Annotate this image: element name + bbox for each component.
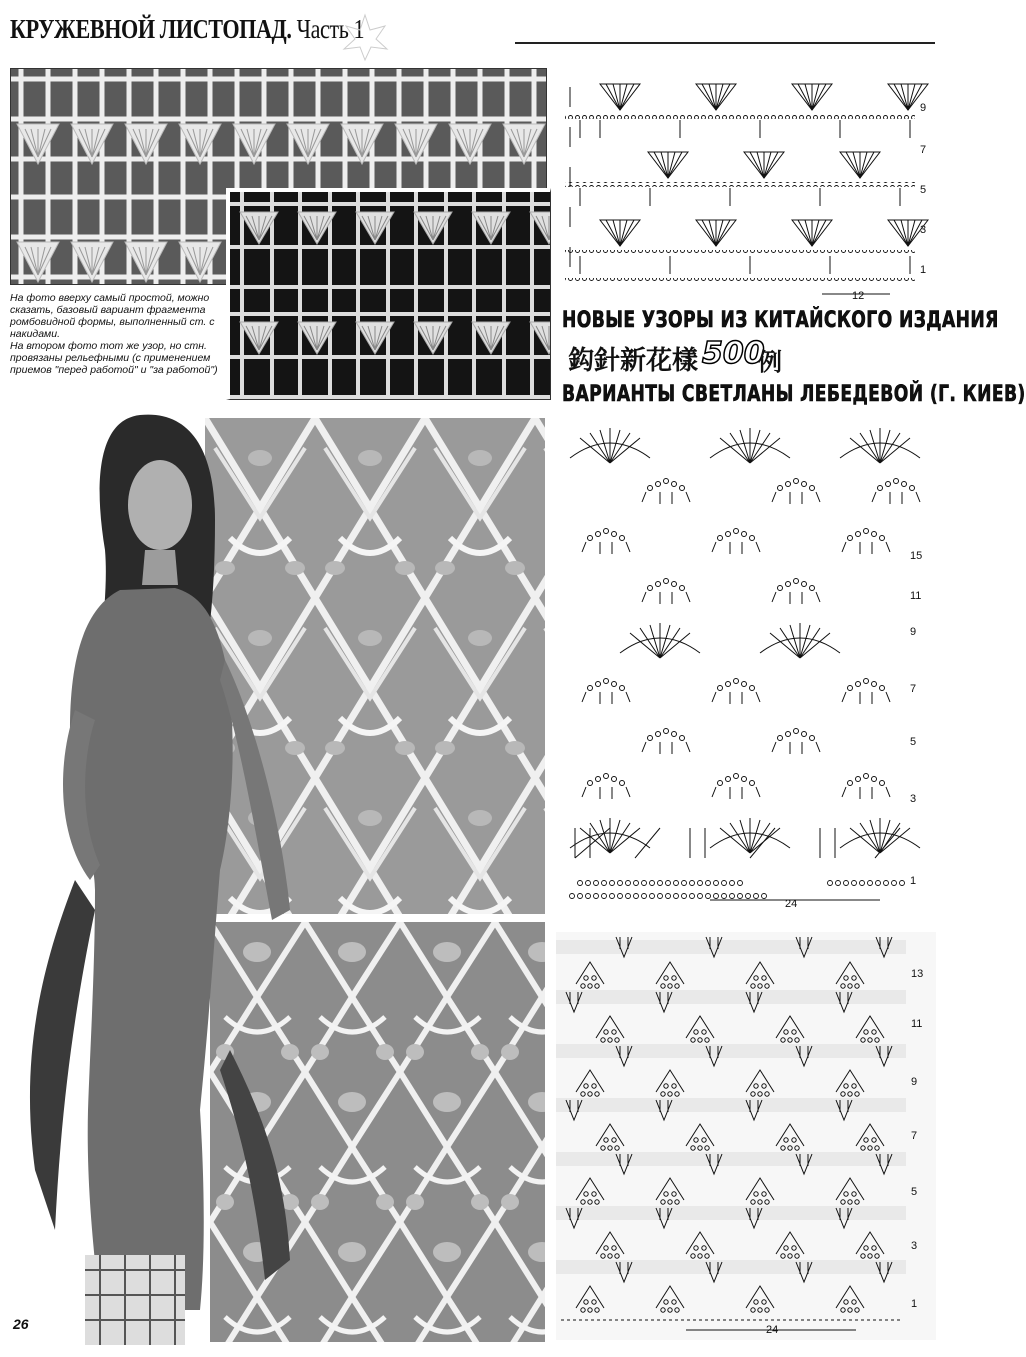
crochet-chart-top xyxy=(560,72,935,304)
title-main: КРУЖЕВНОЙ ЛИСТОПАД. xyxy=(10,14,292,44)
row-number: 5 xyxy=(911,1186,918,1198)
headline-chinese-suffix: 例 xyxy=(758,348,782,376)
headline-block xyxy=(562,308,1026,408)
page-header xyxy=(10,12,935,52)
headline-line-2: ВАРИАНТЫ СВЕТЛАНЫ ЛЕБЕДЕВОЙ (Г. КИЕВ) xyxy=(562,382,1026,407)
row-number: 7 xyxy=(911,1130,918,1142)
headline-chinese-title: 鈎針新花樣 xyxy=(568,346,699,376)
page-number: 26 xyxy=(10,1316,32,1332)
crochet-chart-top-graphic xyxy=(560,72,935,304)
crochet-chart-middle xyxy=(560,418,935,908)
lace-photo-dark xyxy=(226,188,551,400)
row-number: 1 xyxy=(920,264,927,276)
title-part: Часть 1 xyxy=(296,14,365,44)
row-number: 9 xyxy=(911,1076,918,1088)
crochet-chart-bottom xyxy=(556,932,936,1340)
page-title xyxy=(10,14,364,45)
model-photo xyxy=(0,410,300,1345)
caption-paragraph-1: На фото вверху самый простой, можно сказать, базовый вариант фрагмента ромбовидной формы, выполненный ст. с накидами. xyxy=(10,292,215,340)
repeat-count: 24 xyxy=(785,898,798,910)
crochet-chart-bottom-graphic xyxy=(556,932,936,1340)
row-number: 7 xyxy=(910,683,917,695)
repeat-count: 24 xyxy=(766,1324,779,1336)
row-number: 9 xyxy=(910,626,917,638)
row-number: 7 xyxy=(920,144,927,156)
row-number: 3 xyxy=(920,224,927,236)
headline-number: 500 xyxy=(702,336,765,371)
caption-paragraph-2: На втором фото тот же узор, но стн. провязаны рельефными (с применением приемов "перед работой" и "за работой") xyxy=(10,340,218,376)
headline-line-1: НОВЫЕ УЗОРЫ ИЗ КИТАЙСКОГО ИЗДАНИЯ xyxy=(562,308,999,333)
row-number: 3 xyxy=(911,1240,918,1252)
row-number: 11 xyxy=(910,590,922,602)
crochet-chart-middle-graphic xyxy=(560,418,935,908)
row-number: 5 xyxy=(920,184,927,196)
photo-caption xyxy=(10,292,220,376)
row-number: 3 xyxy=(910,793,917,805)
row-number: 5 xyxy=(910,736,917,748)
row-number: 11 xyxy=(911,1018,923,1030)
row-number: 15 xyxy=(910,550,923,562)
header-rule xyxy=(515,42,935,44)
repeat-count: 12 xyxy=(852,290,865,302)
row-number: 13 xyxy=(911,968,924,980)
row-number: 1 xyxy=(910,875,917,887)
row-number: 1 xyxy=(911,1298,918,1310)
row-number: 9 xyxy=(920,102,927,114)
leaf-ornament-icon xyxy=(340,12,390,62)
